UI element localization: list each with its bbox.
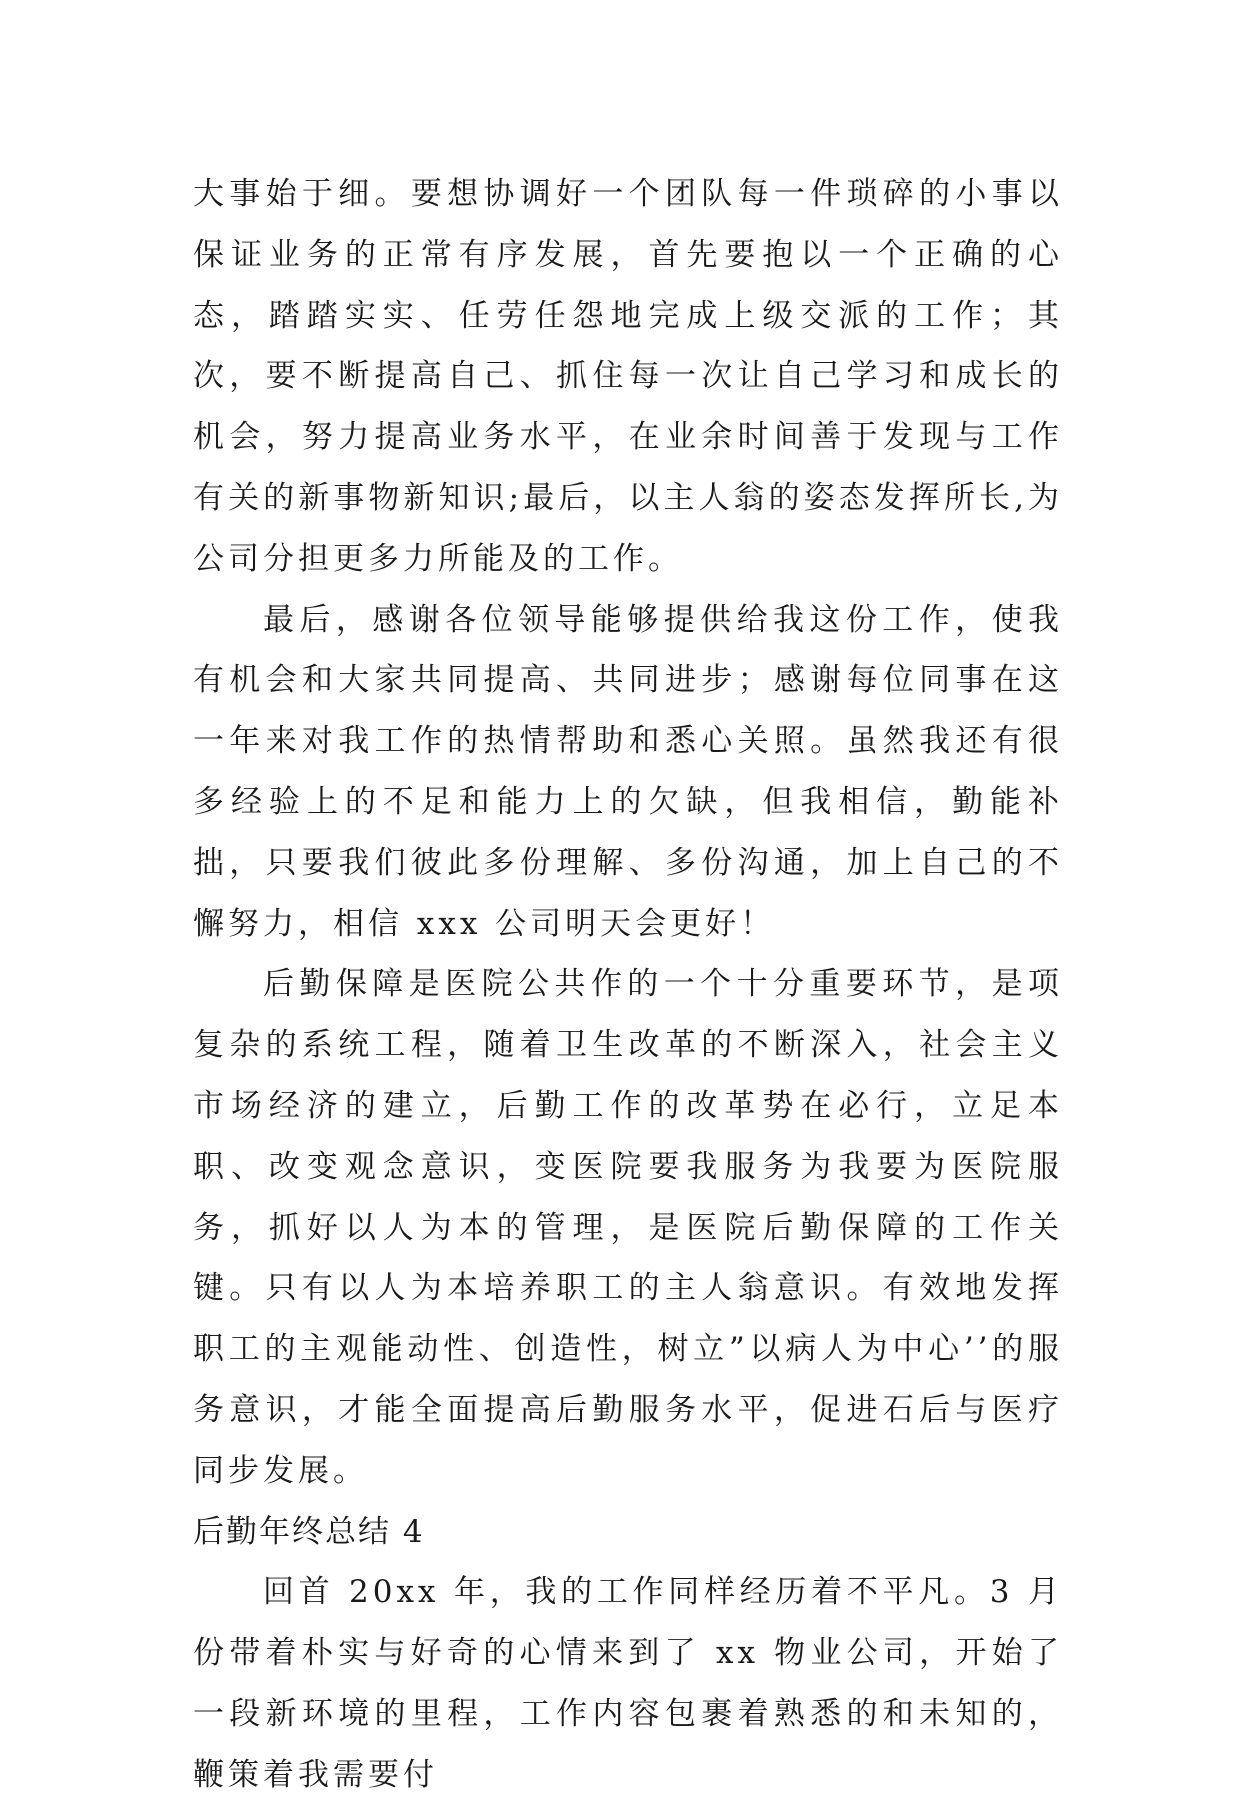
paragraph-logistics-support: 后勤保障是医院公共作的一个十分重要环节，是项复杂的系统工程，随着卫生改革的不断深入，社会主义市场经济的建立，后勤工作的改革势在必行，立足本职、改变观念意识，变医院要我服务为我要为医院服务，抓好以人为本的管理，是医院后勤保障的工作关键。只有以人为本培养职工的主人翁意识。有效地发挥职工的主观能动性、创造性，树立”以病人为中心’’的服务意识，才能全面提高后勤服务水平，促进石后与医疗同步发展。 [193, 966, 1063, 1489]
document-body [193, 164, 1063, 1806]
paragraph-thanks: 最后，感谢各位领导能够提供给我这份工作，使我有机会和大家共同提高、共同进步；感谢每位同事在这一年来对我工作的热情帮助和悉心关照。虽然我还有很多经验上的不足和能力上的欠缺，但我相信，勤能补拙，只要我们彼此多份理解、多份沟通，加上自己的不懈努力，相信 xxx 公司明天会更好！ [193, 601, 1063, 942]
section-heading: 后勤年终总结 4 [193, 1513, 425, 1550]
paragraph-review: 回首 20xx 年，我的工作同样经历着不平凡。3 月份带着朴实与好奇的心情来到了 xx 物业公司，开始了一段新环境的里程，工作内容包裹着熟悉的和未知的，鞭策着我需要付 [193, 1574, 1063, 1793]
paragraph-continuation: 大事始于细。要想协调好一个团队每一件琐碎的小事以保证业务的正常有序发展，首先要抱以一个正确的心态，踏踏实实、任劳任怨地完成上级交派的工作；其次，要不断提高自己、抓住每一次让自己学习和成长的机会，努力提高业务水平，在业余时间善于发现与工作有关的新事物新知识;最后，以主人翁的姿态发挥所长,为公司分担更多力所能及的工作。 [193, 176, 1063, 577]
